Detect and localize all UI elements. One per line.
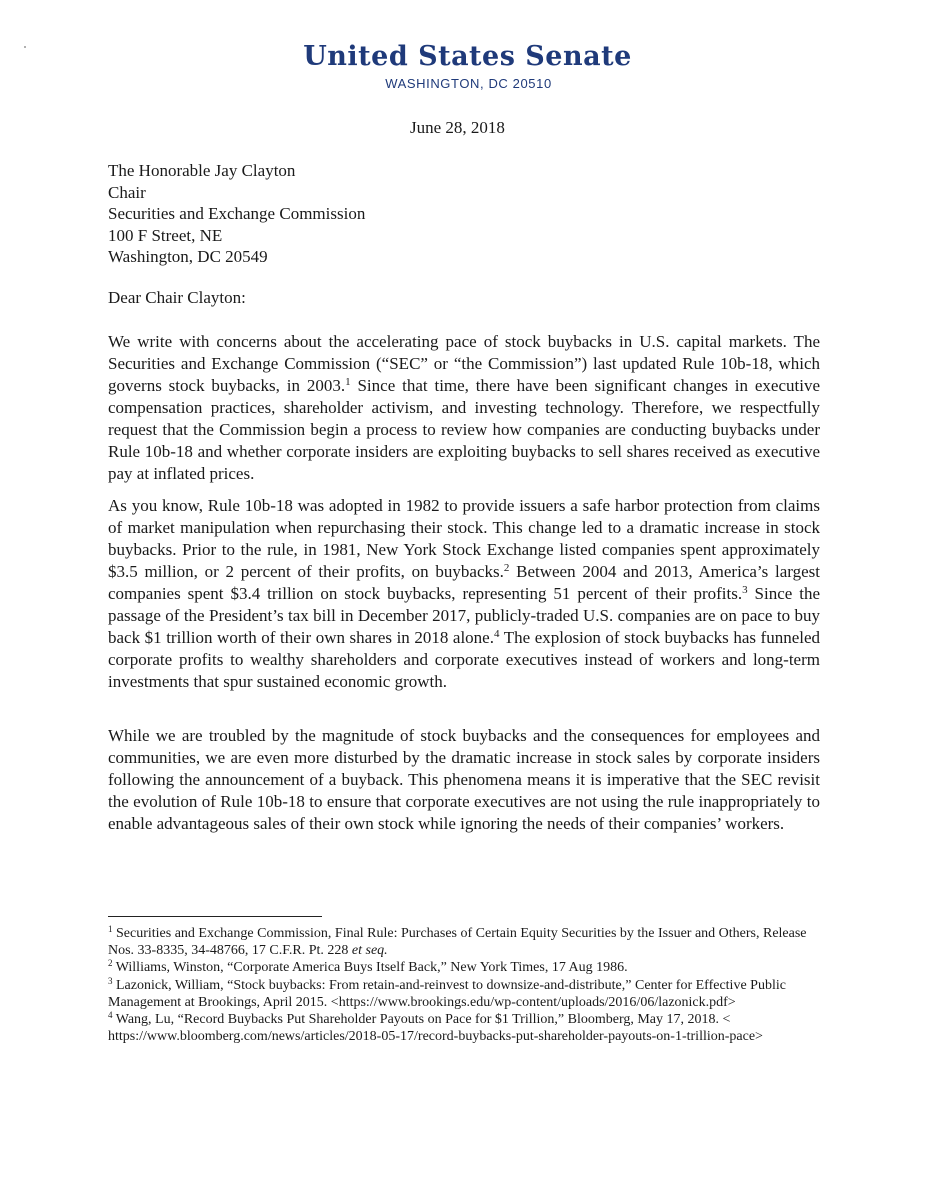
footnote-1-italic: et seq.: [351, 943, 388, 959]
footnote-divider: [108, 916, 322, 917]
address-line-city: Washington, DC 20549: [108, 247, 268, 266]
address-line-street: 100 F Street, NE: [108, 225, 223, 245]
paragraph-2-text-d: The explosion of stock buybacks has funneled corporate profits to wealthy shareholders and corporate executives instead of workers and long-term investments that spur sustained economic growth.: [108, 628, 821, 691]
footnote-3-text: Lazonick, William, “Stock buybacks: From retain-and-reinvest to downsize-and-distribute,” Center for Effective Public Management at Brookings, April 2015. <https://www.brookings.edu/wp-content/uploads/2016/06/lazonick.pdf>: [108, 977, 786, 1010]
paragraph-2-text-b: Between 2004 and 2013, America’s largest companies spent $3.4 trillion on stock buybacks, representing 51 percent of their profits.: [108, 562, 820, 603]
footnote-2: [108, 959, 820, 976]
footnote-2-number: 2: [108, 958, 113, 969]
letterhead: [0, 40, 927, 92]
footnote-3-number: 3: [108, 975, 113, 986]
paragraph-1-text-b: Since that time, there have been significant changes in executive compensation practices, shareholder activism, and investing technology. Therefore, we respectfully request that the Commission begin a process to review how companies are conducting buybacks under Rule 10b-18 and whether corporate insiders are exploiting buybacks to sell shares received as executive pay at inflated prices.: [108, 376, 821, 483]
paragraph-1: [108, 331, 820, 485]
footnote-3: [108, 977, 820, 1011]
footnote-ref-2: 2: [503, 562, 510, 574]
letter-date: June 28, 2018: [410, 118, 505, 137]
footnote-ref-4: 4: [493, 628, 500, 640]
paragraph-1-text-a: We write with concerns about the accelerating pace of stock buybacks in U.S. capital markets. The Securities and Exchange Commission (“SEC” or “the Commission”) last updated Rule 10b-18, which governs stock buybacks, in 2003.: [108, 332, 820, 395]
footnote-4-number: 4: [108, 1010, 113, 1021]
paragraph-3-text: While we are troubled by the magnitude of stock buybacks and the consequences for employees and communities, we are even more disturbed by the dramatic increase in stock sales by corporate insiders following the announcement of a buyback. This phenomena means it is imperative that the SEC revisit the evolution of Rule 10b-18 to ensure that corporate executives are not using the rule inappropriately to enable advantageous sales of their own stock while ignoring the needs of their companies’ workers.: [108, 726, 820, 833]
footnote-1-number: 1: [108, 924, 113, 934]
footnotes: [108, 925, 820, 1045]
footnote-4: [108, 1011, 820, 1045]
paragraph-2-text-c: Since the passage of the President’s tax bill in December 2017, publicly-traded U.S. companies are on pace to buy back $1 trillion worth of their own shares in 2018 alone.: [108, 584, 820, 647]
address-line-name: The Honorable Jay Clayton: [108, 161, 296, 180]
letterhead-subtitle: WASHINGTON, DC 20510: [385, 76, 552, 91]
address-line-title: Chair: [108, 182, 146, 202]
recipient-address: [108, 160, 820, 268]
address-line-agency: Securities and Exchange Commission: [108, 204, 366, 223]
footnote-1: [108, 925, 820, 959]
paragraph-3: [108, 725, 820, 835]
footnote-ref-3: 3: [742, 584, 748, 596]
salutation: Dear Chair Clayton:: [108, 288, 246, 307]
paragraph-2: [108, 495, 820, 693]
paragraph-2-text-a: As you know, Rule 10b-18 was adopted in 1982 to provide issuers a safe harbor protection from claims of market manipulation when repurchasing their stock. This change led to a dramatic increase in stock buybacks. Prior to the rule, in 1981, New York Stock Exchange listed companies spent approximately $3.5 million, or 2 percent of their profits, on buybacks.: [108, 496, 820, 581]
footnote-ref-1: 1: [345, 376, 351, 388]
footnote-1-text: Securities and Exchange Commission, Final Rule: Purchases of Certain Equity Securities by the Issuer and Others, Release Nos. 33-8335, 34-48766, 17 C.F.R. Pt. 228: [108, 926, 807, 959]
footnote-4-text: Wang, Lu, “Record Buybacks Put Shareholder Payouts on Pace for $1 Trillion,” Bloomberg, May 17, 2018. < https://www.bloomberg.com/news/articles/2018-05-17/record-buybacks-put-shareholder-payouts-on-1-trillion-pace>: [108, 1012, 763, 1045]
letterhead-title: United States Senate: [303, 41, 632, 72]
footnote-2-text: Williams, Winston, “Corporate America Buys Itself Back,” New York Times, 17 Aug 1986.: [112, 960, 628, 976]
